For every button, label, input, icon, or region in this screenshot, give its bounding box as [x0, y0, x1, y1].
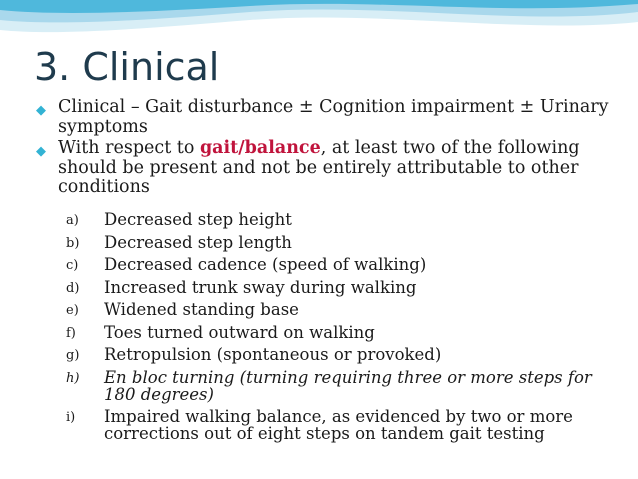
list-item: [66, 301, 606, 318]
criteria-list: [66, 211, 606, 448]
list-item-text: Toes turned outward on walking: [104, 322, 375, 342]
list-item-text: Increased trunk sway during walking: [104, 277, 417, 297]
list-item-text: En bloc turning (turning requiring three or more steps for 180 degrees): [104, 367, 592, 404]
list-marker: e): [66, 303, 79, 318]
list-item: [66, 324, 606, 341]
bullet-text-after: , at least two of the following should be present and not be entirely attributable to other conditions: [58, 138, 580, 197]
list-item: [66, 234, 606, 251]
list-item: [66, 408, 606, 442]
list-item: [66, 256, 606, 273]
list-marker: a): [66, 213, 79, 228]
bullet-icon: ◆: [36, 144, 46, 159]
list-item-text: Impaired walking balance, as evidenced by two or more corrections out of eight steps on tandem gait testing: [104, 407, 573, 443]
list-item-text: Widened standing base: [104, 300, 299, 319]
list-item: [66, 211, 606, 228]
list-marker: c): [66, 258, 79, 273]
bullet-item: [34, 139, 614, 198]
list-item-text: Decreased cadence (speed of walking): [104, 255, 427, 274]
list-item: [66, 279, 606, 296]
slide-title: 3. Clinical: [34, 45, 220, 89]
highlight-term: gait/balance: [199, 138, 321, 158]
bullet-icon: ◆: [36, 103, 46, 118]
bullet-list: [34, 98, 614, 200]
list-marker: f): [66, 325, 76, 341]
bullet-item: [34, 98, 614, 137]
list-item: [66, 346, 606, 363]
list-marker: d): [66, 280, 80, 296]
list-marker: h): [66, 370, 80, 386]
list-item-text: Decreased step height: [104, 210, 292, 229]
bullet-text-before: With respect to: [58, 138, 200, 158]
list-item: [66, 369, 606, 403]
list-item-text: Decreased step length: [104, 232, 292, 252]
list-marker: g): [66, 348, 80, 363]
bullet-text: Clinical – Gait disturbance ± Cognition impairment ± Urinary symptoms: [58, 97, 609, 137]
list-marker: b): [66, 235, 80, 251]
list-marker: i): [66, 410, 76, 425]
list-item-text: Retropulsion (spontaneous or provoked): [104, 345, 442, 364]
